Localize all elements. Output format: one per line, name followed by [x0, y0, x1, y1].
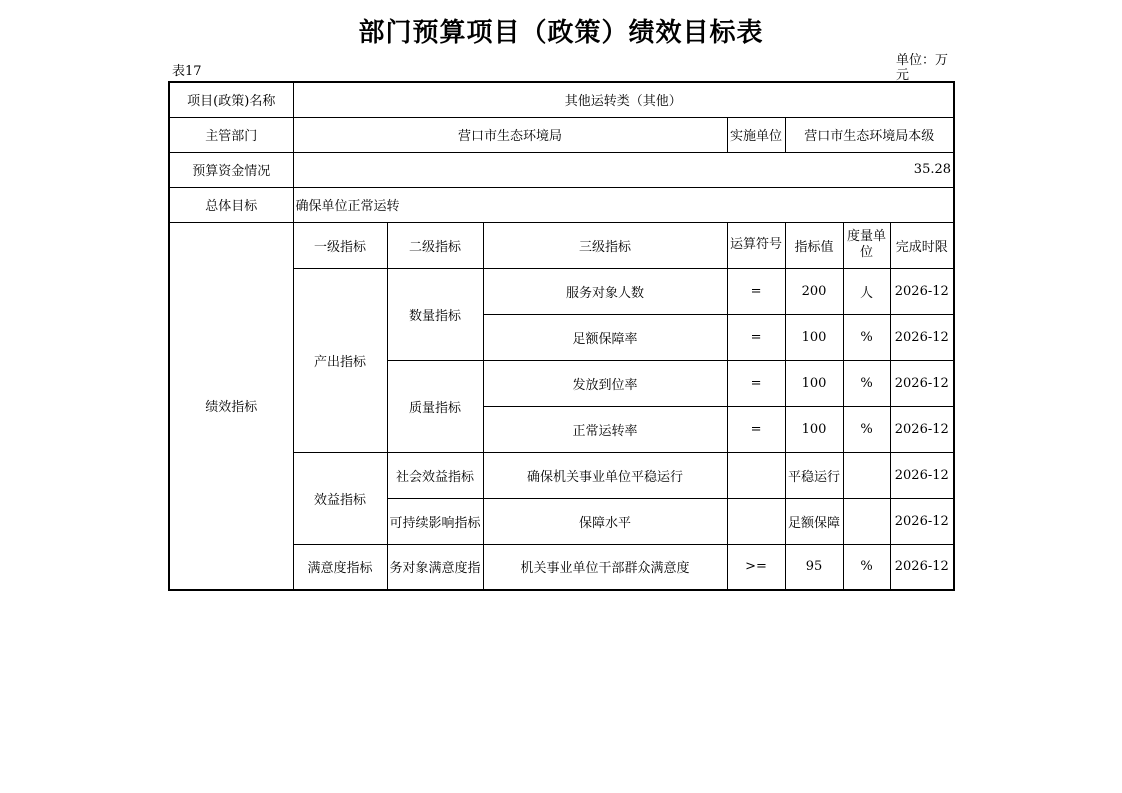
goal-row — [169, 187, 954, 222]
level3-cell: 保障水平 — [483, 498, 727, 544]
unit-cell — [843, 498, 890, 544]
op-cell — [727, 452, 785, 498]
date-cell: 2026-12 — [890, 406, 954, 452]
department-row — [169, 117, 954, 152]
level3-cell: 确保机关事业单位平稳运行 — [483, 452, 727, 498]
unit-cell: 人 — [843, 268, 890, 314]
level3-cell: 足额保障率 — [483, 314, 727, 360]
level3-cell: 服务对象人数 — [483, 268, 727, 314]
goal-label: 总体目标 — [169, 187, 293, 222]
level2-cell: 数量指标 — [387, 268, 483, 360]
dept-label: 主管部门 — [169, 117, 293, 152]
dept-value: 营口市生态环境局 — [293, 117, 727, 152]
unit-cell: % — [843, 314, 890, 360]
op-cell: = — [727, 268, 785, 314]
page-title: 部门预算项目（政策）绩效目标表 — [358, 18, 764, 48]
project-name-row — [169, 82, 954, 117]
level1-cell: 效益指标 — [293, 452, 387, 544]
budget-row — [169, 152, 954, 187]
level2-cell: 社会效益指标 — [387, 452, 483, 498]
performance-table — [168, 81, 955, 591]
project-name-value: 其他运转类（其他） — [293, 82, 954, 117]
header-cell: 二级指标 — [387, 222, 483, 268]
op-cell: = — [727, 360, 785, 406]
level1-cell: 产出指标 — [293, 268, 387, 452]
date-cell: 2026-12 — [890, 360, 954, 406]
value-cell: 足额保障 — [785, 498, 843, 544]
header-cell: 三级指标 — [483, 222, 727, 268]
impl-value: 营口市生态环境局本级 — [785, 117, 954, 152]
header-cell: 指标值 — [785, 222, 843, 268]
level2-cell: 可持续影响指标 — [387, 498, 483, 544]
budget-value: 35.28 — [293, 152, 954, 187]
value-cell: 200 — [785, 268, 843, 314]
value-cell: 100 — [785, 360, 843, 406]
level3-cell: 机关事业单位干部群众满意度 — [483, 544, 727, 590]
unit-cell — [843, 452, 890, 498]
level2-cell: 务对象满意度指 — [387, 544, 483, 590]
level3-cell: 发放到位率 — [483, 360, 727, 406]
budget-label: 预算资金情况 — [169, 152, 293, 187]
op-cell: >= — [727, 544, 785, 590]
op-cell: = — [727, 314, 785, 360]
header-cell: 度量单位 — [843, 222, 890, 268]
level3-cell: 正常运转率 — [483, 406, 727, 452]
header-cell: 一级指标 — [293, 222, 387, 268]
project-name-label: 项目(政策)名称 — [169, 82, 293, 117]
date-cell: 2026-12 — [890, 452, 954, 498]
value-cell: 100 — [785, 314, 843, 360]
date-cell: 2026-12 — [890, 268, 954, 314]
value-cell: 平稳运行 — [785, 452, 843, 498]
level1-cell: 满意度指标 — [293, 544, 387, 590]
date-cell: 2026-12 — [890, 544, 954, 590]
unit-cell: % — [843, 406, 890, 452]
unit-cell: % — [843, 360, 890, 406]
table-number: 表17 — [172, 64, 202, 79]
unit-label: 单位：万元 — [896, 53, 949, 81]
header-cell: 完成时限 — [890, 222, 954, 268]
op-cell: = — [727, 406, 785, 452]
header-row — [169, 222, 954, 268]
perf-label: 绩效指标 — [169, 222, 293, 590]
value-cell: 100 — [785, 406, 843, 452]
goal-value: 确保单位正常运转 — [293, 187, 954, 222]
impl-label: 实施单位 — [727, 117, 785, 152]
value-cell: 95 — [785, 544, 843, 590]
date-cell: 2026-12 — [890, 498, 954, 544]
op-cell — [727, 498, 785, 544]
header-cell: 运算符号 — [727, 222, 785, 268]
unit-cell: % — [843, 544, 890, 590]
date-cell: 2026-12 — [890, 314, 954, 360]
level2-cell: 质量指标 — [387, 360, 483, 452]
